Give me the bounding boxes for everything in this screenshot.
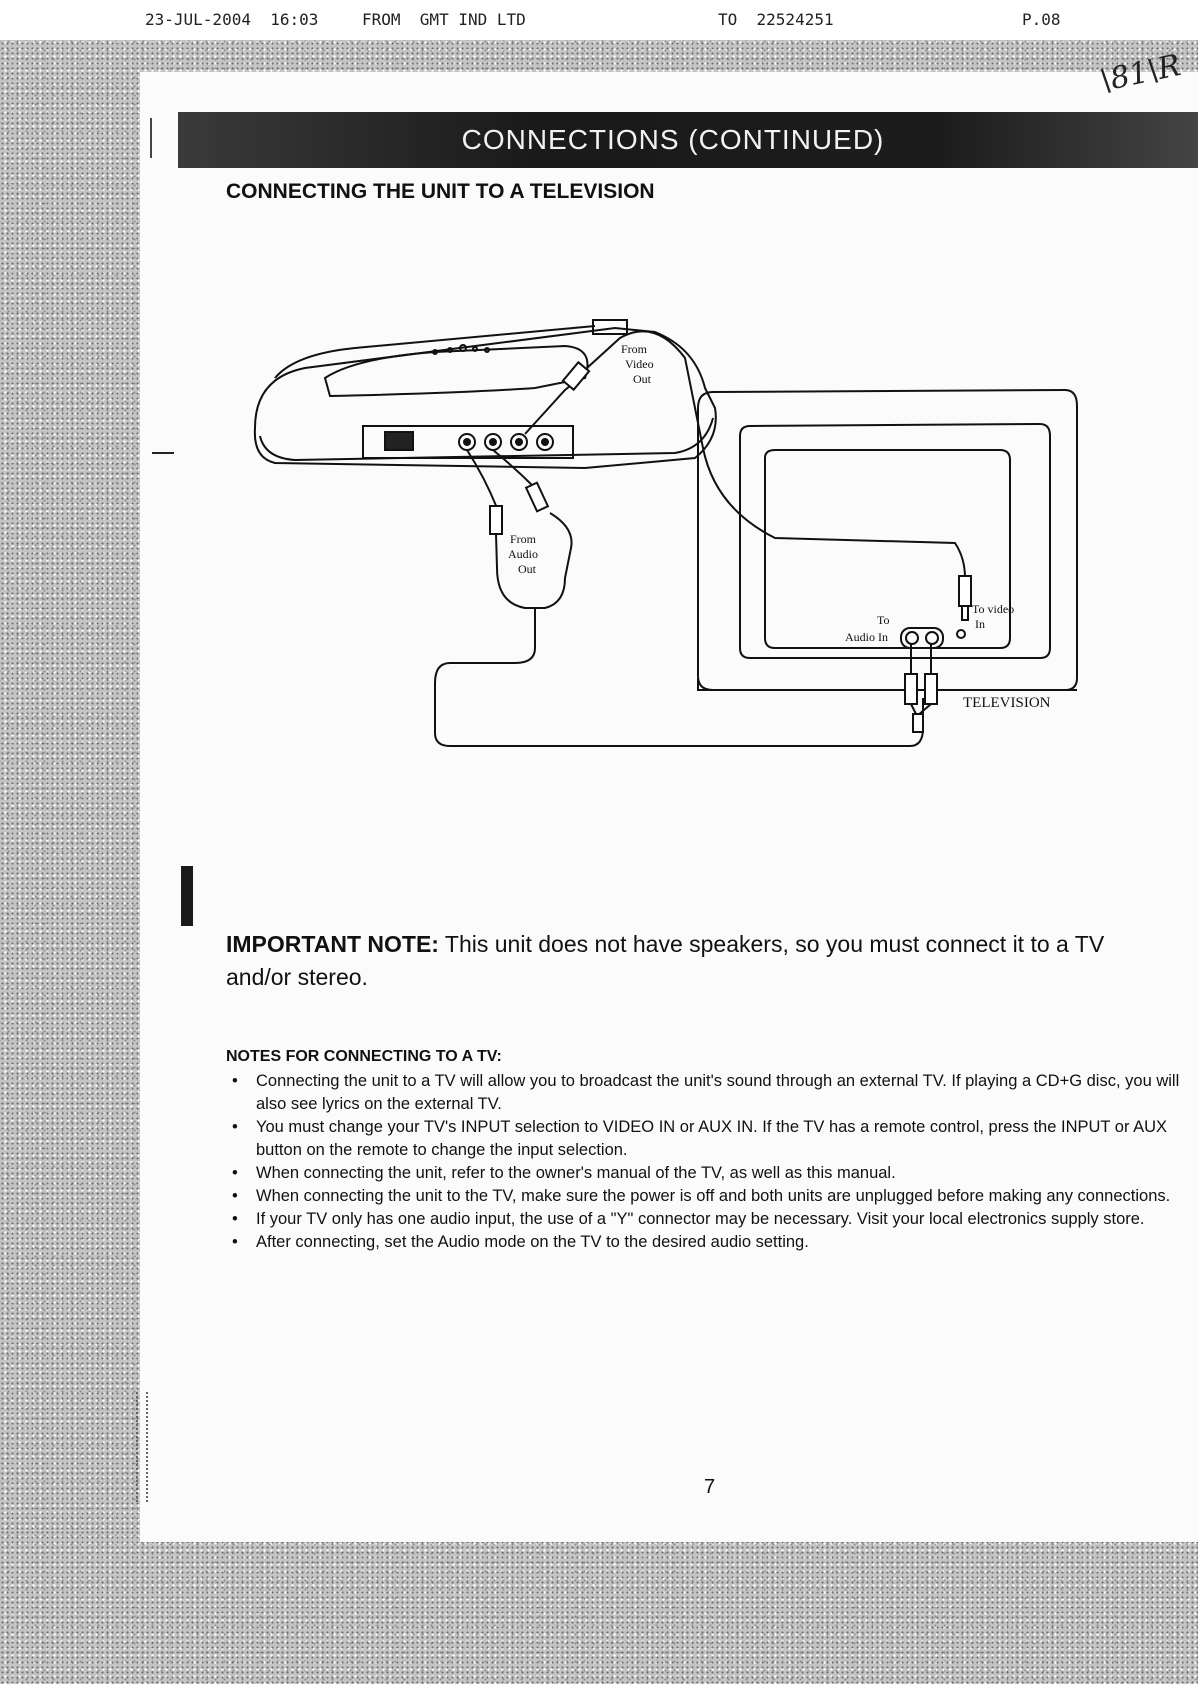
section-title: CONNECTIONS (CONTINUED) — [461, 124, 885, 155]
note-item: • You must change your TV's INPUT selection to VIDEO IN or AUX IN. If the TV has a remote control, press the INPUT or AUX button on the remote to change the input selection. — [232, 1116, 1198, 1162]
label-from-video-out-3: Out — [633, 372, 651, 386]
note-item: • When connecting the unit, refer to the owner's manual of the TV, as well as this manual. — [232, 1162, 1198, 1185]
scan-noise-bottom — [0, 1530, 1198, 1684]
connection-diagram — [235, 318, 1175, 818]
label-to-audio-in-2: Audio In — [845, 630, 888, 644]
section-title-bar — [178, 112, 1198, 168]
label-from-audio-out-2: Audio — [508, 547, 538, 561]
label-to-audio-in-1: To — [877, 613, 890, 627]
margin-dots — [136, 1392, 148, 1502]
note-item: • When connecting the unit to the TV, make sure the power is off and both units are unplugged before making any connections. — [232, 1185, 1198, 1208]
label-from-audio-out-1: From — [510, 532, 537, 546]
audio-cable-long — [435, 608, 923, 746]
note-item: • If your TV only has one audio input, the use of a "Y" connector may be necessary. Visit your local electronics supply store. — [232, 1208, 1198, 1231]
label-from-video-out-2: Video — [625, 357, 654, 371]
label-from-video-out-1: From — [621, 342, 648, 356]
important-note-text: This unit does not have speakers, so you must connect it to a TV and/or stereo. — [226, 931, 1105, 990]
note-item: • Connecting the unit to a TV will allow you to broadcast the unit's sound through an external TV. If playing a CD+G disc, you will also see lyrics on the external TV. — [232, 1070, 1198, 1116]
sub-heading: CONNECTING THE UNIT TO A TELEVISION — [226, 180, 655, 203]
important-note — [226, 928, 1166, 994]
label-from-audio-out-3: Out — [518, 562, 536, 576]
page-number: 7 — [704, 1476, 716, 1498]
margin-dash — [152, 452, 174, 454]
fax-page: P.08 — [1022, 10, 1061, 29]
fax-header — [0, 0, 1198, 40]
label-to-video-in-1: To video — [972, 602, 1015, 616]
margin-bar — [181, 866, 193, 926]
fax-date-time: 23-JUL-2004 16:03 — [145, 10, 319, 29]
television-illustration — [698, 390, 1077, 732]
note-item: • After connecting, set the Audio mode on the TV to the desired audio setting. — [232, 1231, 1198, 1254]
handwritten-mark: \81\R — [1097, 47, 1184, 100]
notes-list — [232, 1070, 1198, 1254]
notes-heading: NOTES FOR CONNECTING TO A TV: — [226, 1048, 502, 1065]
fax-from: FROM GMT IND LTD — [362, 10, 526, 29]
scan-noise-left — [0, 36, 145, 1566]
margin-tick — [150, 118, 152, 158]
important-note-label: IMPORTANT NOTE: — [226, 931, 439, 957]
label-to-video-in-2: In — [975, 617, 985, 631]
label-television: TELEVISION — [963, 695, 1051, 711]
fax-to: TO 22524251 — [718, 10, 834, 29]
